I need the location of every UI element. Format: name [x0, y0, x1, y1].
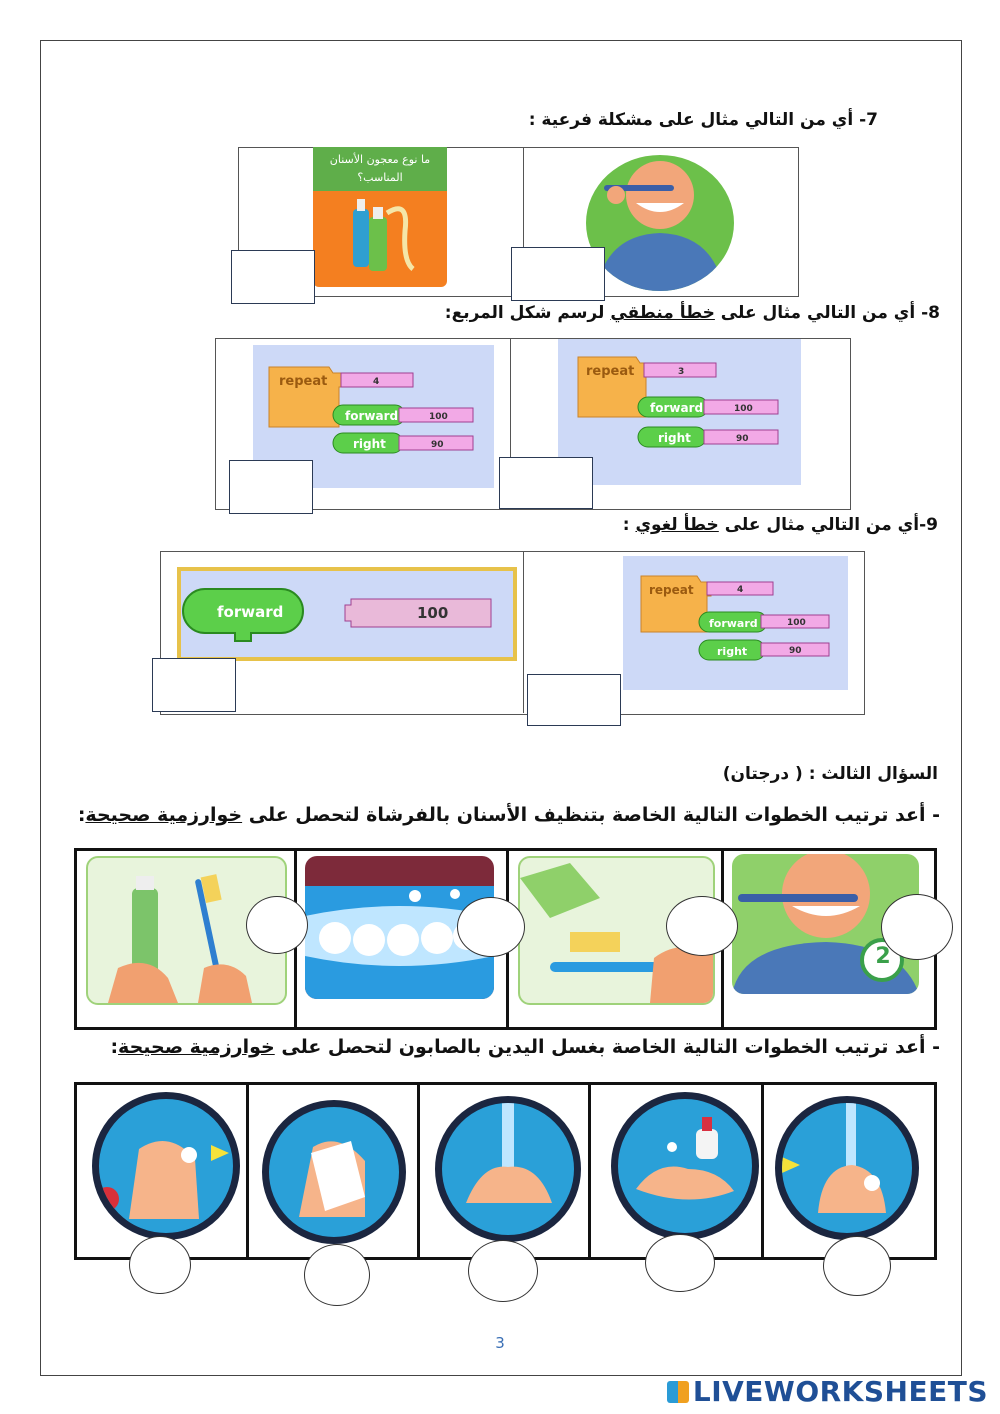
hand-order-circle-1[interactable] — [129, 1236, 191, 1294]
q8-right-repeat: repeat — [586, 364, 635, 379]
q8-right-forward: forward — [650, 401, 704, 415]
hand-order-circle-5[interactable] — [823, 1236, 891, 1296]
q8-right-code-panel — [558, 339, 801, 485]
q8-right-count: 3 — [678, 367, 685, 377]
hand-step-dry-towel-image — [262, 1100, 406, 1244]
timer-number: 2 — [875, 944, 891, 969]
q9-left-forward: forward — [217, 603, 284, 621]
q9-left-code-panel — [177, 567, 517, 661]
brushing-order-circle-4[interactable] — [881, 894, 953, 960]
liveworksheets-logo[interactable] — [667, 1375, 988, 1408]
toothpaste-tubes-icon — [313, 191, 447, 287]
question-9-text-b: : — [622, 515, 636, 535]
q9-left-value: 100 — [417, 604, 449, 622]
task-1-instruction — [78, 804, 940, 826]
task-2-text-b: : — [110, 1036, 119, 1058]
hand-divider-3 — [588, 1082, 591, 1260]
question-8 — [445, 303, 940, 323]
q8-answer-box-left[interactable] — [229, 460, 313, 514]
toothpaste-question-card — [313, 147, 447, 287]
q8-answer-box-right[interactable] — [499, 457, 593, 509]
question-7: 7- أي من التالي مثال على مشكلة فرعية : — [528, 110, 878, 130]
section-3-title: السؤال الثالث : ( درجتان) — [722, 764, 938, 784]
brushing-order-circle-2[interactable] — [457, 897, 525, 957]
q9-right-forward-val: 100 — [787, 618, 806, 628]
hand-step-wet-image — [775, 1096, 919, 1240]
task-2-underline: خوارزمية صحيحة — [118, 1036, 275, 1058]
q9-right-code-panel — [623, 556, 848, 690]
q9-right-right-val: 90 — [789, 646, 802, 656]
hand-step-soap-image — [611, 1092, 759, 1240]
q9-right-forward: forward — [709, 617, 758, 630]
hand-divider-4 — [761, 1082, 764, 1260]
hand-order-circle-2[interactable] — [304, 1244, 370, 1306]
task-2-instruction — [110, 1036, 940, 1058]
brushing-order-circle-3[interactable] — [666, 896, 738, 956]
q8-left-repeat: repeat — [279, 374, 328, 389]
brushing-boy-image — [586, 155, 734, 291]
question-9 — [623, 515, 938, 535]
brushing-order-circle-1[interactable] — [246, 896, 308, 954]
hand-order-circle-3[interactable] — [468, 1240, 538, 1302]
hand-divider-2 — [417, 1082, 420, 1260]
task-1-underline: خوارزمية صحيحة — [85, 804, 243, 826]
q8-left-forward-val: 100 — [429, 412, 448, 422]
q9-answer-box-left[interactable] — [152, 658, 236, 712]
hand-divider-1 — [246, 1082, 249, 1260]
question-8-text-a: 8- أي من التالي مثال على — [714, 303, 940, 323]
q8-right-right: right — [658, 431, 691, 445]
q8-left-forward: forward — [345, 409, 399, 423]
question-9-text-a: 9-أي من التالي مثال على — [718, 515, 938, 535]
task-1-text-b: : — [77, 804, 86, 826]
q7-answer-box-right[interactable] — [511, 247, 605, 301]
task-1-text-a: - أعد ترتيب الخطوات التالية الخاصة بتنظيف الأسنان بالفرشاة لتحصل على — [242, 804, 940, 826]
question-8-underline: خطأ منطقي — [610, 303, 715, 323]
page-number: 3 — [495, 1334, 505, 1352]
question-8-text-b: لرسم شكل المربع: — [444, 303, 611, 323]
q9-right-count: 4 — [737, 585, 744, 595]
hand-order-circle-4[interactable] — [645, 1234, 715, 1292]
q9-answer-box-right[interactable] — [527, 674, 621, 726]
task-2-text-a: - أعد ترتيب الخطوات التالية الخاصة بغسل اليدين بالصابون لتحصل على — [274, 1036, 940, 1058]
question-9-underline: خطأ لغوي — [635, 515, 719, 535]
q7-answer-box-left[interactable] — [231, 250, 315, 304]
brand-text: LIVEWORKSHEETS — [692, 1375, 988, 1408]
q8-right-right-val: 90 — [736, 434, 749, 444]
q9-right-repeat: repeat — [649, 583, 694, 597]
q8-right-forward-val: 100 — [734, 404, 753, 414]
q8-left-count: 4 — [373, 377, 380, 387]
hand-step-rinse-image — [435, 1096, 581, 1242]
hand-step-lather-image — [92, 1092, 240, 1240]
brand-logo-icon — [667, 1381, 689, 1403]
q8-left-right: right — [353, 437, 386, 451]
q9-right-right: right — [717, 645, 748, 658]
q9-divider — [523, 551, 524, 713]
q8-left-right-val: 90 — [431, 440, 444, 450]
toothpaste-caption: ما نوع معجون الأسنان المناسب؟ — [329, 153, 431, 184]
